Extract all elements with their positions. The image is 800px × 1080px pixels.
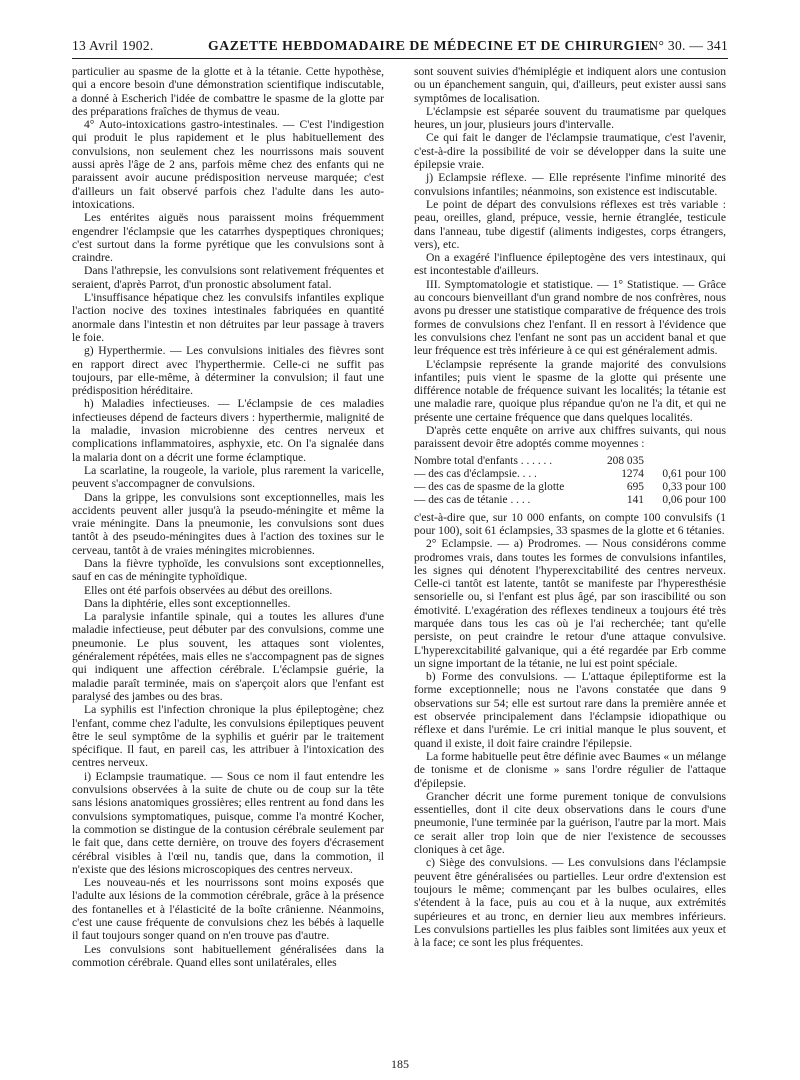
- stats-label: Nombre total d'enfants . . . . . .: [414, 454, 553, 467]
- right-column-text-before: [414, 65, 726, 451]
- paragraph: 4° Auto-intoxications gastro-intestinales. — C'est l'indigestion qui produit le plus rapidement et le plus habituellement des convulsions, non seulement chez les nourrissons mais souvent aussi après l'âge de 2 ans, parfois même chez des enfants qui ne paraissent avoir aucune prédisposition nerveuse marquée; c'est d'ailleurs un fait observé parfois chez l'adulte dans les auto-intoxications.: [72, 118, 384, 211]
- paragraph: Dans la diphtérie, elles sont exceptionnelles.: [84, 596, 291, 610]
- paragraph: Dans l'athrepsie, les convulsions sont relativement fréquentes et seraient, d'après Parrot, d'un pronostic absolument fatal.: [72, 264, 384, 291]
- issue-date: 13 Avril 1902.: [72, 38, 154, 53]
- stats-row: [414, 455, 726, 468]
- page-number: 185: [391, 1057, 409, 1071]
- stats-count: 141: [626, 493, 644, 506]
- paragraph: La scarlatine, la rougeole, la variole, plus rarement la varicelle, peuvent s'accompagner de convulsions.: [72, 463, 384, 491]
- paragraph: La forme habituelle peut être définie avec Baumes « un mélange de tonisme et de clonisme » sans l'ordre régulier de l'attaque d'épilepsie.: [414, 749, 726, 790]
- stats-label: — des cas de tétanie . . . .: [414, 493, 531, 506]
- paragraph: Dans la fièvre typhoïde, les convulsions sont exceptionnelles, sauf en cas de méningite typhoïdique.: [72, 556, 384, 584]
- stats-count: 208 035: [606, 454, 644, 467]
- paragraph: L'insuffisance hépatique chez les convulsifs infantiles explique l'action nocive des toxines intestinales fabriquées en quantité anormale dans l'intestin et non détruites par leur passage à travers le foie.: [72, 291, 384, 344]
- left-column: [72, 65, 384, 969]
- paragraph: Grancher décrit une forme purement tonique de convulsions essentielles, dont il cite deux observations dans le cours d'une pneumonie, l'une terminée par la guérison, l'autre par la mort. Mais ce serait aller trop loin que de nier l'existence de secousses cloniques à cet âge.: [414, 789, 726, 857]
- paragraph: i) Eclampsie traumatique. — Sous ce nom il faut entendre les convulsions observées à la suite de chute ou de coup sur la tête sans lésions anatomiques grossières; elles rentrent au fond dans les convulsions symptomatiques, puisque, comme l'a montré Kocher, la commotion se distingue de la contusion cérébrale seulement par le fait que, dans cette dernière, on trouve des foyers d'écrasement cérébral visibles à l'œil nu, tandis que, dans la commotion, il n'existe que des lésions microscopiques des centres nerveux.: [72, 769, 384, 876]
- journal-title: GAZETTE HEBDOMADAIRE DE MÉDECINE ET DE CHIRURGIE.: [208, 38, 655, 53]
- paragraph: g) Hyperthermie. — Les convulsions initiales des fièvres sont en rapport direct avec l'hyperthermie. Celle-ci ne suffit pas toujours, par elle-même, à déterminer la convulsion; il faut une prédisposition héréditaire.: [72, 344, 384, 398]
- paragraph: j) Eclampsie réflexe. — Elle représente l'infime minorité des convulsions infantiles; néanmoins, son existence est indiscutable.: [414, 171, 726, 198]
- stats-row: [414, 494, 726, 507]
- stats-label: — des cas d'éclampsie. . . .: [414, 467, 537, 480]
- paragraph: III. Symptomatologie et statistique. — 1° Statistique. — Grâce au concours bienveillant d'un grand nombre de nos confrères, nous avons pu dresser une statistique comparative de fréquence des trois formes de convulsions chez l'enfant. Il en ressort à l'évidence que les convulsions chez l'enfant ne sont pas un accident banal et que leur fréquence est très inférieure à ce qui est généralement admis.: [414, 277, 726, 358]
- paragraph: sont souvent suivies d'hémiplégie et indiquent alors une contusion ou un épanchement sanguin, qui, d'ailleurs, peut exister aussi sans symptômes de localisation.: [414, 65, 726, 105]
- stats-rate: 0,06 pour 100: [662, 493, 726, 506]
- stats-row: [414, 481, 726, 494]
- paragraph: h) Maladies infectieuses. — L'éclampsie de ces maladies infectieuses dépend de facteurs divers : hyperthermie, malignité de la maladie, invasion microbienne des centres nerveux et complications inflammatoires, asphyxie, etc. On l'a signalée dans la malaria dont on a décrit une forme éclamptique.: [72, 397, 384, 464]
- stats-rate: 0,33 pour 100: [662, 480, 726, 493]
- right-column: [414, 65, 726, 949]
- stats-row: [414, 468, 726, 481]
- paragraph: Dans la grippe, les convulsions sont exceptionnelles, mais les accidents peuvent aller jusqu'à la pseudo-méningite et même la vraie méningite. Dans la pneumonie, les convulsions sont dues tantôt à des pseudo-méningites dues à l'action des toxines sur le cerveau, tantôt à de vraies méningites microbiennes.: [72, 490, 384, 557]
- paragraph: On a exagéré l'influence épileptogène des vers intestinaux, qui est incontestable d'ailleurs.: [414, 251, 726, 278]
- paragraph: Elles ont été parfois observées au début des oreillons.: [84, 583, 333, 597]
- paragraph: La paralysie infantile spinale, qui a toutes les allures d'une maladie infectieuse, peut débuter par des convulsions, comme une pneumonie. Le plus souvent, les attaques sont violentes, généralement répétées, mais elles ne s'accompagnent pas de signes qui indiquent une affection cérébrale. L'éclampsie guérie, la maladie paraît terminée, mais on s'aperçoit alors que l'enfant est paralysé des jambes ou des bras.: [72, 610, 384, 703]
- paragraph: Les convulsions sont habituellement généralisées dans la commotion cérébrale. Quand elles sont unilatérales, elles: [72, 942, 384, 969]
- paragraph: b) Forme des convulsions. — L'attaque épileptiforme est la forme exceptionnelle; nous ne l'avons constatée que dans 9 observations sur 54; elle est surtout rare dans la première année et est observée principalement dans l'éclampsie idiopathique ou réflexe et dans l'urémie. Le cri initial manque le plus souvent, et quand il existe, il doit faire craindre l'épilepsie.: [414, 670, 726, 750]
- paragraph: La syphilis est l'infection chronique la plus épileptogène; chez l'enfant, comme chez l'adulte, les convulsions épileptiques peuvent être le seul symptôme de la syphilis et guérir par le traitement spécifique. Il faut, en pareil cas, les attribuer à l'intoxication des centres nerveux.: [72, 703, 384, 770]
- paragraph: Les entérites aiguës nous paraissent moins fréquemment engendrer l'éclampsie que les catarrhes dyspeptiques chroniques; c'est surtout dans la forme pyrétique que les convulsions sont à craindre.: [72, 211, 384, 265]
- statistics-table: [414, 455, 726, 507]
- paragraph: L'éclampsie représente la grande majorité des convulsions infantiles; puis vient le spasme de la glotte qui présente une différence notable de fréquence suivant les localités; la tétanie est une maladie rare, quoique plus répandue qu'on ne l'a dit, et qui ne présente une certaine fréquence que dans quelques localités.: [414, 357, 726, 424]
- stats-count: 1274: [621, 467, 644, 480]
- stats-rate: 0,61 pour 100: [662, 467, 726, 480]
- paragraph: Les nouveau-nés et les nourrissons sont moins exposés que l'adulte aux lésions de la commotion cérébrale, grâce à la présence des fontanelles et à l'élasticité de la boîte crânienne. Néanmoins, c'est une cause fréquente de convulsions chez les bébés à laquelle il faut toujours songer quand on n'en trouve pas d'autre.: [72, 876, 384, 943]
- issue-number: N° 30. — 341: [648, 38, 728, 53]
- paragraph: 2° Eclampsie. — a) Prodromes. — Nous considérons comme prodromes vrais, dans toutes les formes de convulsions infantiles, les signes qui dénotent l'hyperexcitabilité des centres nerveux. Celle-ci tantôt est latente, tantôt se manifeste par l'hyperesthésie sensorielle ou, si l'enfant est plus âgé, par son irascibilité ou son émotivité. L'exagération des réflexes tendineux a toujours été très marquée dans tous les cas où je l'ai recherchée; tant qu'elle persiste, on peut craindre le retour d'une attaque convulsive. L'hyperexcitabilité galvanique, qui a été regardée par Erb comme un signe important de la tétanie, ne lui est point spéciale.: [414, 537, 726, 670]
- stats-count: 695: [626, 480, 644, 493]
- paragraph: Le point de départ des convulsions réflexes est très variable : peau, oreilles, gland, prépuce, vessie, hernie étranglée, testicule dans l'anneau, tube digestif (aliments indigestes, corps étrangers, vers), etc.: [414, 197, 726, 251]
- paragraph: particulier au spasme de la glotte et à la tétanie. Cette hypothèse, qui a encore besoin d'une démonstration scientifique indiscutable, a donné à Escherich l'idée de combattre le spasme de la glotte par des préparations fraîches de thymus de veau.: [72, 65, 384, 118]
- paragraph: c'est-à-dire que, sur 10 000 enfants, on compte 100 convulsifs (1 pour 100), soit 61 éclampsies, 33 spasmes de la glotte et 6 tétanies.: [414, 510, 726, 537]
- paragraph: L'éclampsie est séparée souvent du traumatisme par quelques heures, un jour, plusieurs jours d'intervalle.: [414, 104, 726, 132]
- right-column-text-after: [414, 511, 726, 950]
- stats-label: — des cas de spasme de la glotte: [414, 480, 565, 493]
- paragraph: Ce qui fait le danger de l'éclampsie traumatique, c'est l'avenir, c'est-à-dire la possibilité de voir se développer dans la suite une épilepsie vraie.: [414, 131, 726, 172]
- paragraph: D'après cette enquête on arrive aux chiffres suivants, qui nous paraissent devoir être adoptés comme moyennes :: [414, 424, 726, 451]
- page-header: [72, 34, 728, 59]
- stats-rate: [644, 455, 726, 468]
- paragraph: c) Siège des convulsions. — Les convulsions dans l'éclampsie peuvent être généralisées ou partielles. Leur ordre d'extension est toujours le même; commençant par les bulbes oculaires, elles s'étendent à la face, puis au cou et à la nuque, aux extrémités supérieures et au tronc, en dernier lieu aux membres inférieurs. Les convulsions partielles les plus faibles sont limitées aux yeux et à la face; ce sont les plus fréquentes.: [414, 856, 726, 950]
